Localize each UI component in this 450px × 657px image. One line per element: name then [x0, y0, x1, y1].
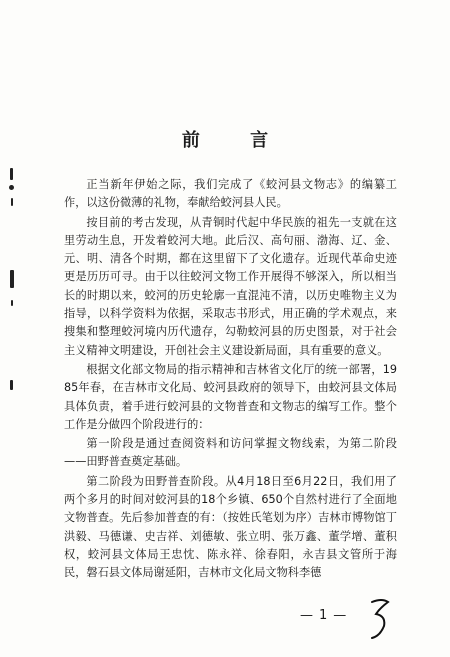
paragraph-5: 第二阶段为田野普查阶段。从4月18日至6月22日，我们用了两个多月的时间对蛟河县的18个乡镇、650个自然村进行了全面地文物普查。先后参加普查的有：（按姓氏笔划为序）吉林市博物馆丁洪毅、马德谦、史吉祥、刘德敏、张立明、张万鑫、董学增、董积权，蛟河县文体局王忠忱、陈永祥、徐春阳，永吉县文管所于海民，磐石县文体局谢延阳，吉林市文化局文物科李德 — [64, 474, 397, 580]
page-title: 前 言 — [181, 130, 291, 151]
page-number: —1— — [300, 608, 353, 623]
binding-hole-marks — [6, 150, 20, 410]
preface-body — [64, 176, 397, 584]
paragraph-3: 根据文化部文物局的指示精神和吉林省文化厅的统一部署，1985年春，在吉林市文化局、蛟河县政府的领导下，由蛟河县文体局具体负责，着手进行蛟河县的文物普查和文物志的编写工作。整个工作是分做四个阶段进行的： — [64, 362, 397, 431]
paragraph-4: 第一阶段是通过查阅资料和访问掌握文物线索，为第二阶段——田野普查奠定基础。 — [64, 437, 397, 469]
paragraph-1: 正当新年伊始之际，我们完成了《蛟河县文物志》的编纂工作，以这份微薄的礼物，奉献给蛟河县人民。 — [64, 178, 397, 210]
paragraph-2: 按目前的考古发现，从青铜时代起中华民族的祖先一支就在这里劳动生息，开发着蛟河大地。此后汉、高句丽、渤海、辽、金、元、明、清各个时期，都在这里留下了文化遗存。近现代革命史迹更是历历可寻。由于以往蛟河文物工作开展得不够深入，所以相当长的时期以来，蛟河的历史轮廓一直混沌不清，以历史唯物主义为指导，以科学资料为依据，采取志书形式，用正确的学术观点，来搜集和整理蛟河境内历代遗存，勾勒蛟河县的历史图景，对于社会主义精神文明建设，开创社会主义建设新局面，具有重要的意义。 — [64, 215, 397, 357]
handwritten-mark-icon — [368, 596, 392, 642]
